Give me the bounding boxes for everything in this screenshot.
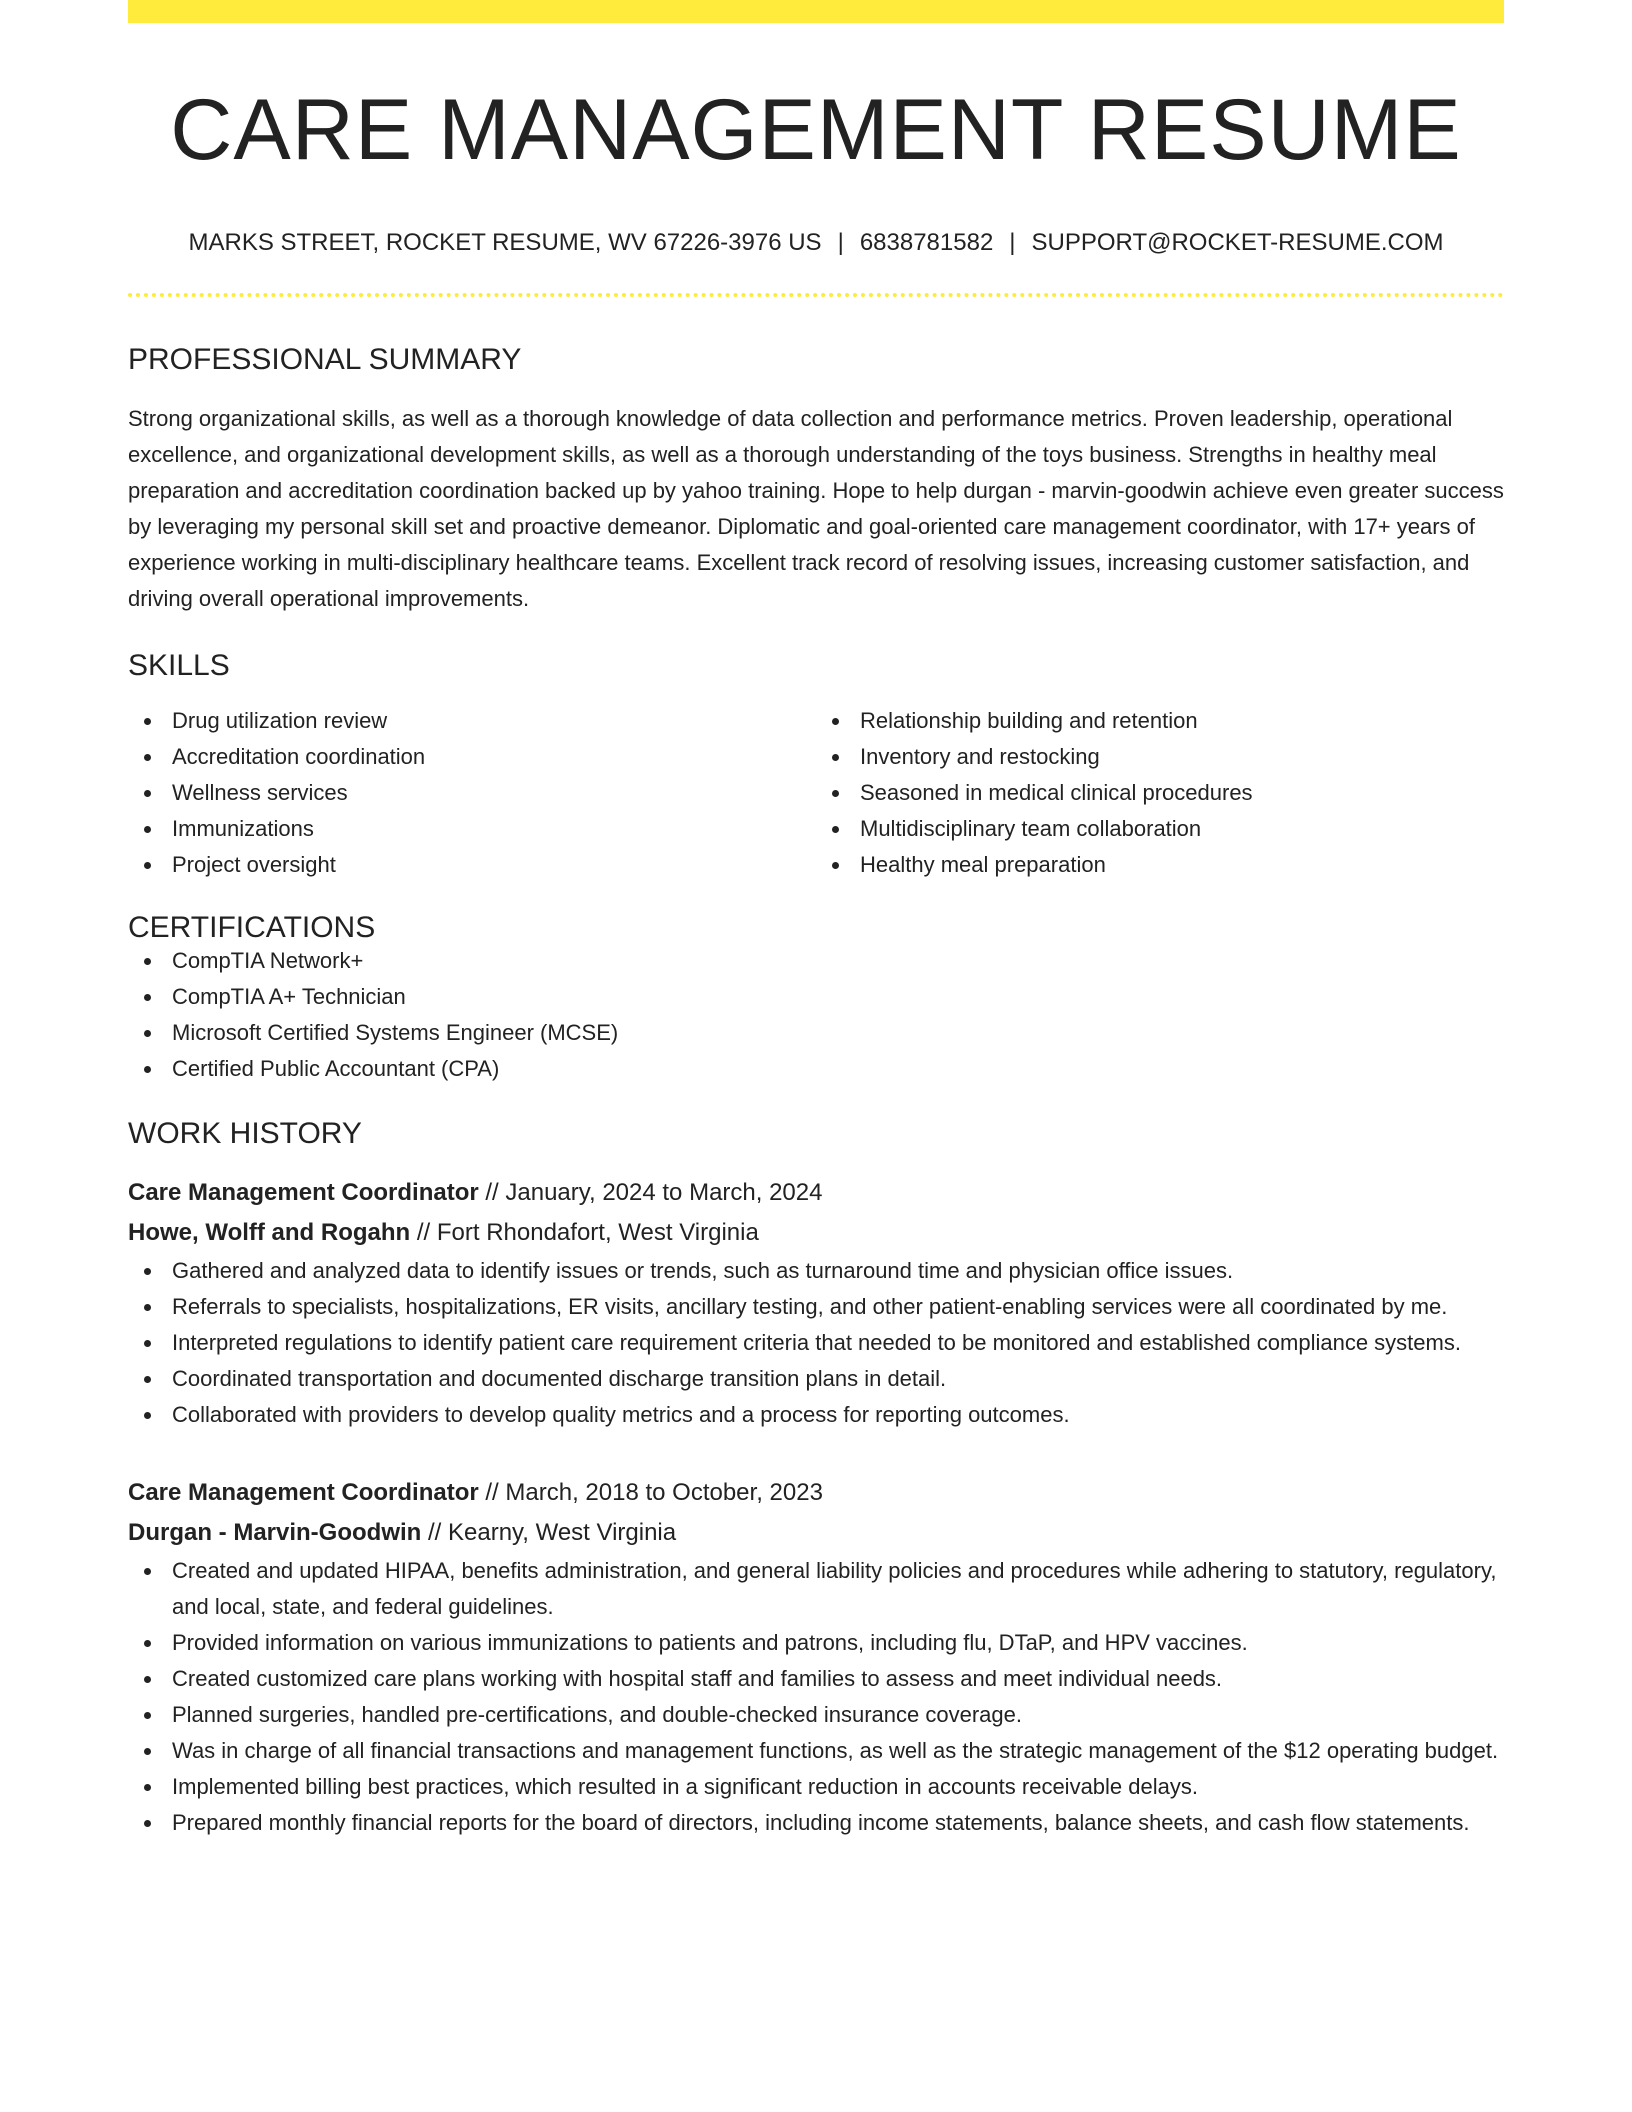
- skill-item: Drug utilization review: [128, 703, 816, 739]
- job-title-line: [128, 1173, 1504, 1213]
- contact-phone: 6838781582: [859, 229, 994, 256]
- skill-item: Healthy meal preparation: [816, 847, 1504, 883]
- top-accent-bar: [128, 0, 1504, 23]
- section-title-work-history: WORK HISTORY: [128, 1117, 362, 1150]
- section-title-summary: PROFESSIONAL SUMMARY: [128, 343, 522, 376]
- certifications-list: [128, 943, 1504, 1087]
- certification-item: CompTIA Network+: [128, 943, 1504, 979]
- contact-email: SUPPORT@ROCKET-RESUME.COM: [1031, 229, 1444, 256]
- section-title-skills: SKILLS: [128, 649, 230, 682]
- resume-page: [128, 0, 1504, 1841]
- job-bullet: Created and updated HIPAA, benefits administration, and general liability policies and procedures while adhering to statutory, regulatory, and local, state, and federal guidelines.: [128, 1553, 1504, 1625]
- contact-line: [128, 231, 1504, 255]
- job-bullet: Provided information on various immunizations to patients and patrons, including flu, DTaP, and HPV vaccines.: [128, 1625, 1504, 1661]
- work-history-section: [128, 1119, 1504, 1841]
- job-dates: // March, 2018 to October, 2023: [478, 1479, 823, 1506]
- job-bullet: Coordinated transportation and documented discharge transition plans in detail.: [128, 1361, 1504, 1397]
- job-bullet: Planned surgeries, handled pre-certifications, and double-checked insurance coverage.: [128, 1697, 1504, 1733]
- skill-item: Wellness services: [128, 775, 816, 811]
- job-bullet: Prepared monthly financial reports for the board of directors, including income statements, balance sheets, and cash flow statements.: [128, 1805, 1504, 1841]
- job-location: // Fort Rhondafort, West Virginia: [410, 1219, 759, 1246]
- contact-separator: |: [1009, 229, 1016, 256]
- job-bullets: [128, 1253, 1504, 1433]
- certifications-section: [128, 913, 1504, 1087]
- job-company-line: [128, 1513, 1504, 1553]
- certification-item: Certified Public Accountant (CPA): [128, 1051, 1504, 1087]
- summary-section: [128, 345, 1504, 617]
- skills-list-left: [128, 703, 816, 883]
- skill-item: Immunizations: [128, 811, 816, 847]
- section-title-certifications: CERTIFICATIONS: [128, 911, 376, 944]
- contact-address: MARKS STREET, ROCKET RESUME, WV 67226-3976 US: [188, 229, 822, 256]
- skills-column-right: [816, 703, 1504, 883]
- job-entry: [128, 1173, 1504, 1433]
- job-bullet: Created customized care plans working with hospital staff and families to assess and meet individual needs.: [128, 1661, 1504, 1697]
- skills-column-left: [128, 703, 816, 883]
- job-location: // Kearny, West Virginia: [421, 1519, 677, 1546]
- job-title-line: [128, 1473, 1504, 1513]
- skills-grid: [128, 703, 1504, 883]
- skills-section: [128, 651, 1504, 883]
- certification-item: CompTIA A+ Technician: [128, 979, 1504, 1015]
- job-bullet: Interpreted regulations to identify patient care requirement criteria that needed to be monitored and established compliance systems.: [128, 1325, 1504, 1361]
- summary-text: Strong organizational skills, as well as a thorough knowledge of data collection and performance metrics. Proven leadership, operational excellence, and organizational development skills, as well as a thorough understanding of the toys business. Strengths in healthy meal preparation and accreditation coordination backed up by yahoo training. Hope to help durgan - marvin-goodwin achieve even greater success by leveraging my personal skill set and proactive demeanor. Diplomatic and goal-oriented care management coordinator, with 17+ years of experience working in multi-disciplinary healthcare teams. Excellent track record of resolving issues, increasing customer satisfaction, and driving overall operational improvements.: [128, 406, 1504, 611]
- job-bullet: Referrals to specialists, hospitalizations, ER visits, ancillary testing, and other patient-enabling services were all coordinated by me.: [128, 1289, 1504, 1325]
- job-entry: [128, 1473, 1504, 1841]
- job-bullets: [128, 1553, 1504, 1841]
- skills-list-right: [816, 703, 1504, 883]
- job-dates: // January, 2024 to March, 2024: [478, 1179, 823, 1206]
- skill-item: Relationship building and retention: [816, 703, 1504, 739]
- job-bullet: Gathered and analyzed data to identify issues or trends, such as turnaround time and physician office issues.: [128, 1253, 1504, 1289]
- skill-item: Project oversight: [128, 847, 816, 883]
- job-bullet: Was in charge of all financial transactions and management functions, as well as the strategic management of the $12 operating budget.: [128, 1733, 1504, 1769]
- skill-item: Seasoned in medical clinical procedures: [816, 775, 1504, 811]
- job-bullet: Collaborated with providers to develop quality metrics and a process for reporting outcomes.: [128, 1397, 1504, 1433]
- job-title: Care Management Coordinator: [128, 1179, 479, 1206]
- job-bullet: Implemented billing best practices, which resulted in a significant reduction in accounts receivable delays.: [128, 1769, 1504, 1805]
- resume-title: CARE MANAGEMENT RESUME: [170, 82, 1462, 178]
- job-title: Care Management Coordinator: [128, 1479, 479, 1506]
- job-company: Howe, Wolff and Rogahn: [128, 1219, 411, 1246]
- contact-separator: |: [837, 229, 844, 256]
- skill-item: Inventory and restocking: [816, 739, 1504, 775]
- job-company-line: [128, 1213, 1504, 1253]
- skill-item: Multidisciplinary team collaboration: [816, 811, 1504, 847]
- skill-item: Accreditation coordination: [128, 739, 816, 775]
- certification-item: Microsoft Certified Systems Engineer (MCSE): [128, 1015, 1504, 1051]
- dotted-divider: [128, 293, 1504, 297]
- job-company: Durgan - Marvin-Goodwin: [128, 1519, 422, 1546]
